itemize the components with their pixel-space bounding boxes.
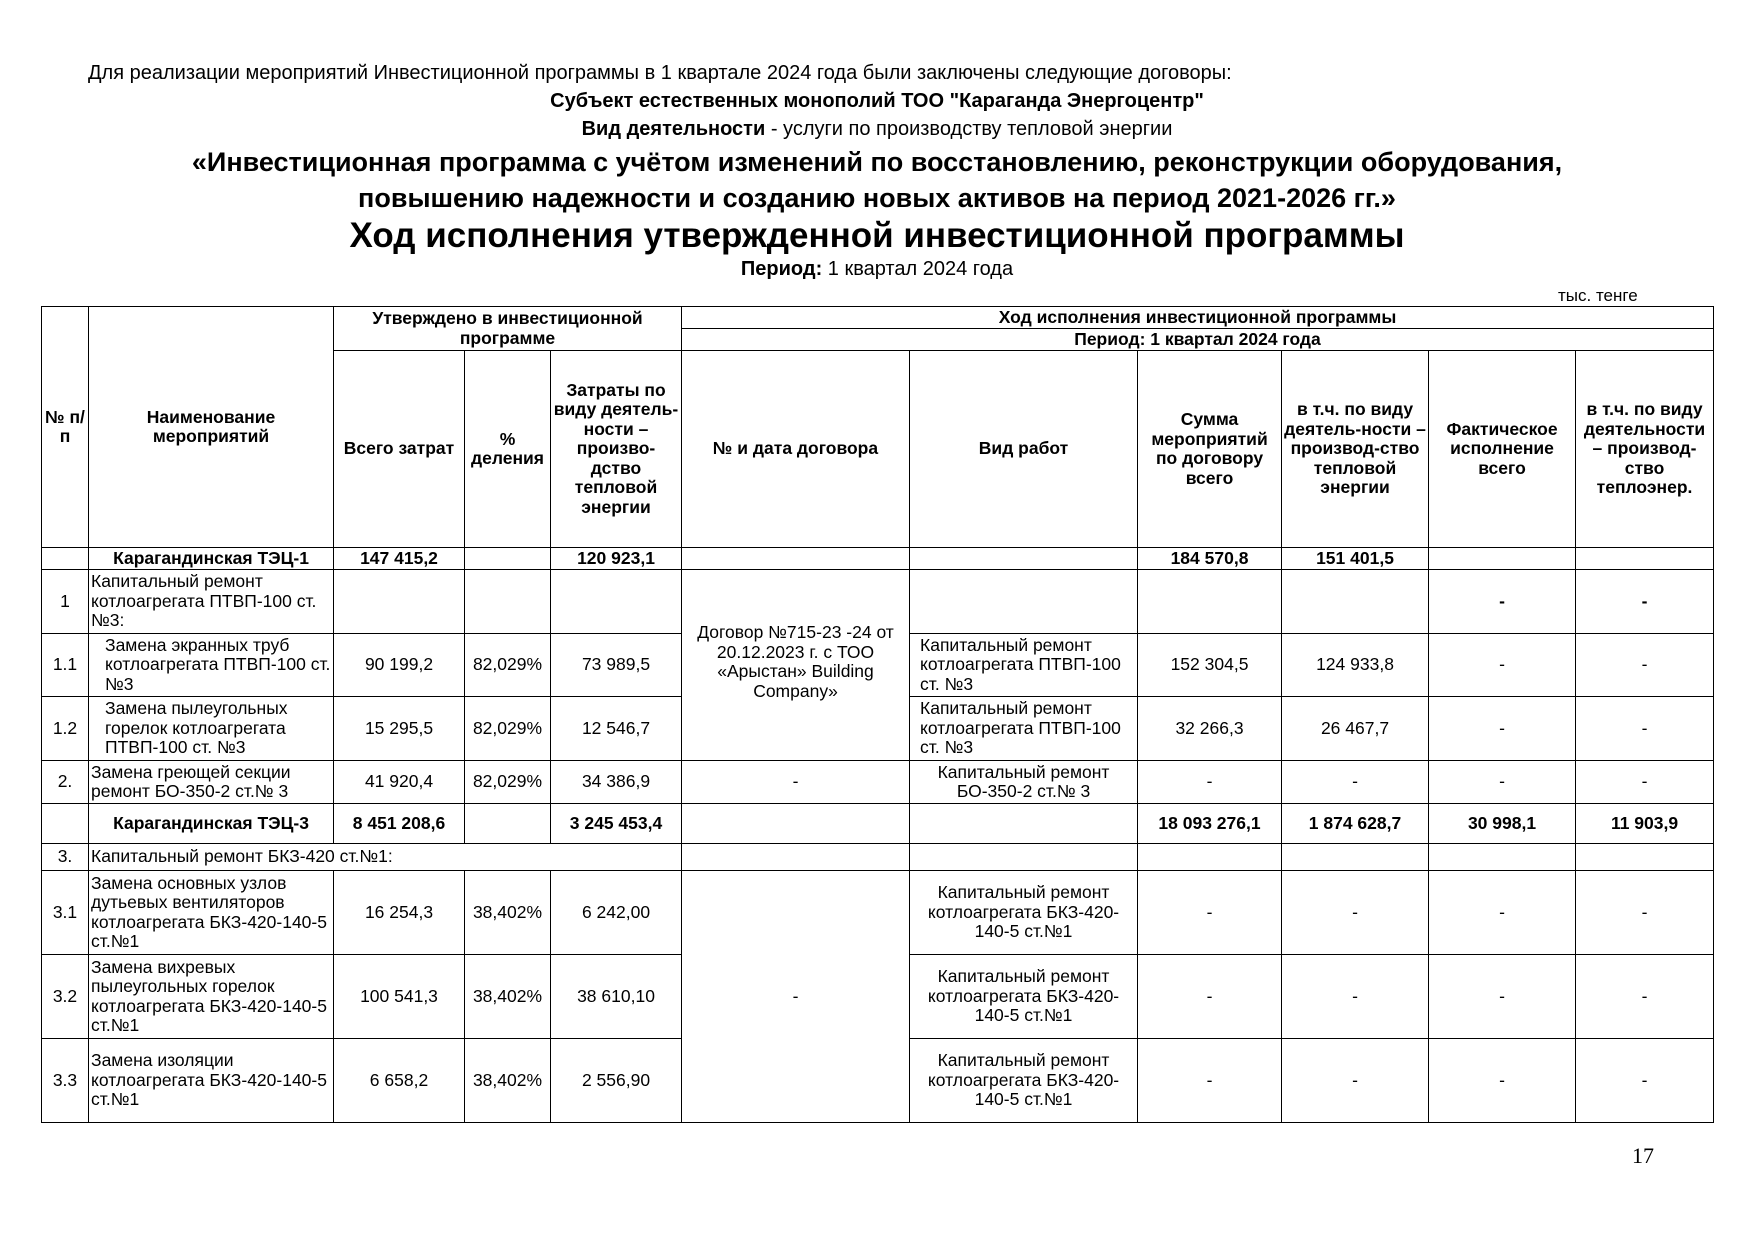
table-row-1 — [42, 570, 1714, 634]
row3-1-total: 16 254,3 — [334, 871, 465, 955]
row3-2-num: 3.2 — [42, 955, 89, 1039]
row2-actual-heat: - — [1576, 761, 1714, 804]
table-row-2 — [42, 761, 1714, 804]
row3-3-actual-heat: - — [1576, 1039, 1714, 1123]
row3-1-actual-total: - — [1429, 871, 1576, 955]
row2-work: Капитальный ремонт БО-350-2 ст.№ 3 — [910, 761, 1138, 804]
row3-2-pct: 38,402% — [465, 955, 551, 1039]
header-row-1 — [42, 307, 1714, 329]
col-header-actual-heat: в т.ч. по виду деятельности – производ-ство теплоэнер. — [1576, 351, 1714, 548]
row1-1-incl-heat: 124 933,8 — [1282, 634, 1429, 697]
subject-title: Субъект естественных монополий ТОО "Караганда Энергоцентр" — [550, 90, 1204, 112]
tec1-contract-sum: 184 570,8 — [1138, 548, 1282, 570]
intro-text: Для реализации мероприятий Инвестиционной программы в 1 квартале 2024 года были заключены следующие договоры: — [88, 62, 1232, 84]
row3-3-name: Замена изоляции котлоагрегата БКЗ-420-140-5 ст.№1 — [89, 1039, 334, 1123]
col-group-progress: Ход исполнения инвестиционной программы — [682, 307, 1714, 329]
row1-actual-total: - — [1429, 570, 1576, 634]
row1-2-cost-heat: 12 546,7 — [551, 697, 682, 761]
row1-1-pct: 82,029% — [465, 634, 551, 697]
row1-2-contract-sum: 32 266,3 — [1138, 697, 1282, 761]
table-row-3-1 — [42, 871, 1714, 955]
row1-2-total: 15 295,5 — [334, 697, 465, 761]
activity-value: - услуги по производству тепловой энергии — [765, 118, 1173, 140]
row3-2-cost-heat: 38 610,10 — [551, 955, 682, 1039]
activity-line — [0, 118, 1754, 141]
row2-contract-sum: - — [1138, 761, 1282, 804]
row1-1-contract-sum: 152 304,5 — [1138, 634, 1282, 697]
table-row-3 — [42, 844, 1714, 871]
row1-actual-heat: - — [1576, 570, 1714, 634]
row2-total: 41 920,4 — [334, 761, 465, 804]
col-header-actual-total: Фактическое исполнение всего — [1429, 351, 1576, 548]
row3-1-cost-heat: 6 242,00 — [551, 871, 682, 955]
table-row-tec1 — [42, 548, 1714, 570]
row1-2-incl-heat: 26 467,7 — [1282, 697, 1429, 761]
row3-2-incl-heat: - — [1282, 955, 1429, 1039]
row3-2-contract-sum: - — [1138, 955, 1282, 1039]
tec3-name: Карагандинская ТЭЦ-3 — [89, 804, 334, 844]
row3-2-name: Замена вихревых пылеугольных горелок котлоагрегата БКЗ-420-140-5 ст.№1 — [89, 955, 334, 1039]
col-header-contract-sum: Сумма мероприятий по договору всего — [1138, 351, 1282, 548]
row1-num: 1 — [42, 570, 89, 634]
row1-2-name: Замена пылеугольных горелок котлоагрегата ПТВП-100 ст. №3 — [89, 697, 334, 761]
row3-3-contract-sum: - — [1138, 1039, 1282, 1123]
row1-1-num: 1.1 — [42, 634, 89, 697]
row1-2-actual-heat: - — [1576, 697, 1714, 761]
col-header-cost-heat: Затраты по виду деятель-ности – произво-дство тепловой энергии — [551, 351, 682, 548]
tec3-contract-sum: 18 093 276,1 — [1138, 804, 1282, 844]
row1-2-pct: 82,029% — [465, 697, 551, 761]
row3-1-contract-sum: - — [1138, 871, 1282, 955]
row3-3-num: 3.3 — [42, 1039, 89, 1123]
row3-1-num: 3.1 — [42, 871, 89, 955]
row1-1-name: Замена экранных труб котлоагрегата ПТВП-100 ст. №3 — [89, 634, 334, 697]
row2-actual-total: - — [1429, 761, 1576, 804]
row3-2-actual-total: - — [1429, 955, 1576, 1039]
tec1-name: Карагандинская ТЭЦ-1 — [89, 548, 334, 570]
col-group-approved: Утверждено в инвестиционной программе — [334, 307, 682, 351]
tec1-cost-heat: 120 923,1 — [551, 548, 682, 570]
row3-2-total: 100 541,3 — [334, 955, 465, 1039]
col-group-period: Период: 1 квартал 2024 года — [682, 329, 1714, 351]
row1-1-work: Капитальный ремонт котлоагрегата ПТВП-100 ст. №3 — [910, 634, 1138, 697]
row3-3-actual-total: - — [1429, 1039, 1576, 1123]
row1-1-total: 90 199,2 — [334, 634, 465, 697]
investment-table — [41, 306, 1714, 1123]
row2-name: Замена греющей секции ремонт БО-350-2 ст.№ 3 — [89, 761, 334, 804]
row1-2-work: Капитальный ремонт котлоагрегата ПТВП-100 ст. №3 — [910, 697, 1138, 761]
row2-pct: 82,029% — [465, 761, 551, 804]
col-header-contract: № и дата договора — [682, 351, 910, 548]
row3-2-work: Капитальный ремонт котлоагрегата БКЗ-420-140-5 ст.№1 — [910, 955, 1138, 1039]
row3-1-pct: 38,402% — [465, 871, 551, 955]
row2-incl-heat: - — [1282, 761, 1429, 804]
row2-num: 2. — [42, 761, 89, 804]
row2-cost-heat: 34 386,9 — [551, 761, 682, 804]
tec1-total: 147 415,2 — [334, 548, 465, 570]
row3-3-pct: 38,402% — [465, 1039, 551, 1123]
row3-num: 3. — [42, 844, 89, 871]
tec1-incl-heat: 151 401,5 — [1282, 548, 1429, 570]
activity-label: Вид деятельности — [581, 118, 766, 140]
row3-3-cost-heat: 2 556,90 — [551, 1039, 682, 1123]
col-header-work-type: Вид работ — [910, 351, 1138, 548]
tec3-actual-heat: 11 903,9 — [1576, 804, 1714, 844]
tec3-total: 8 451 208,6 — [334, 804, 465, 844]
row1-1-actual-heat: - — [1576, 634, 1714, 697]
row3-1-actual-heat: - — [1576, 871, 1714, 955]
units-label: тыс. тенге — [1558, 286, 1638, 305]
row3-3-work: Капитальный ремонт котлоагрегата БКЗ-420-140-5 ст.№1 — [910, 1039, 1138, 1123]
row1-1-cost-heat: 73 989,5 — [551, 634, 682, 697]
row2-contract: - — [682, 761, 910, 804]
row3-1-work: Капитальный ремонт котлоагрегата БКЗ-420-140-5 ст.№1 — [910, 871, 1138, 955]
period-value: 1 квартал 2024 года — [822, 258, 1014, 280]
row1-name: Капитальный ремонт котлоагрегата ПТВП-100 ст.№3: — [89, 570, 334, 634]
tec3-cost-heat: 3 245 453,4 — [551, 804, 682, 844]
row3-1-name: Замена основных узлов дутьевых вентиляторов котлоагрегата БКЗ-420-140-5 ст.№1 — [89, 871, 334, 955]
program-title-line-1: «Инвестиционная программа с учётом изменений по восстановлению, реконструкции оборудования, — [191, 147, 1563, 177]
contract-715: Договор №715-23 -24 от 20.12.2023 г. с ТОО «Арыстан» Building Company» — [682, 570, 910, 761]
row1-1-actual-total: - — [1429, 634, 1576, 697]
row3-name: Капитальный ремонт БКЗ-420 ст.№1: — [89, 844, 682, 871]
row1-2-actual-total: - — [1429, 697, 1576, 761]
period-line — [0, 258, 1754, 281]
program-title-line-2: повышению надежности и созданию новых активов на период 2021-2026 гг.» — [358, 183, 1396, 213]
row3-3-incl-heat: - — [1282, 1039, 1429, 1123]
table-row-tec3 — [42, 804, 1714, 844]
page-title: Ход исполнения утвержденной инвестиционной программы — [349, 216, 1405, 255]
col-header-num: № п/п — [42, 307, 89, 548]
col-header-name: Наименование мероприятий — [89, 307, 334, 548]
tec3-incl-heat: 1 874 628,7 — [1282, 804, 1429, 844]
contract-3: - — [682, 871, 910, 1123]
row1-2-num: 1.2 — [42, 697, 89, 761]
tec3-actual-total: 30 998,1 — [1429, 804, 1576, 844]
period-label: Период: — [740, 258, 823, 280]
col-header-incl-heat: в т.ч. по виду деятель-ности – производ-ство тепловой энергии — [1282, 351, 1429, 548]
row3-3-total: 6 658,2 — [334, 1039, 465, 1123]
col-header-pct: % деления — [465, 351, 551, 548]
col-header-total-cost: Всего затрат — [334, 351, 465, 548]
page-number: 17 — [1632, 1143, 1654, 1168]
row3-2-actual-heat: - — [1576, 955, 1714, 1039]
row3-1-incl-heat: - — [1282, 871, 1429, 955]
